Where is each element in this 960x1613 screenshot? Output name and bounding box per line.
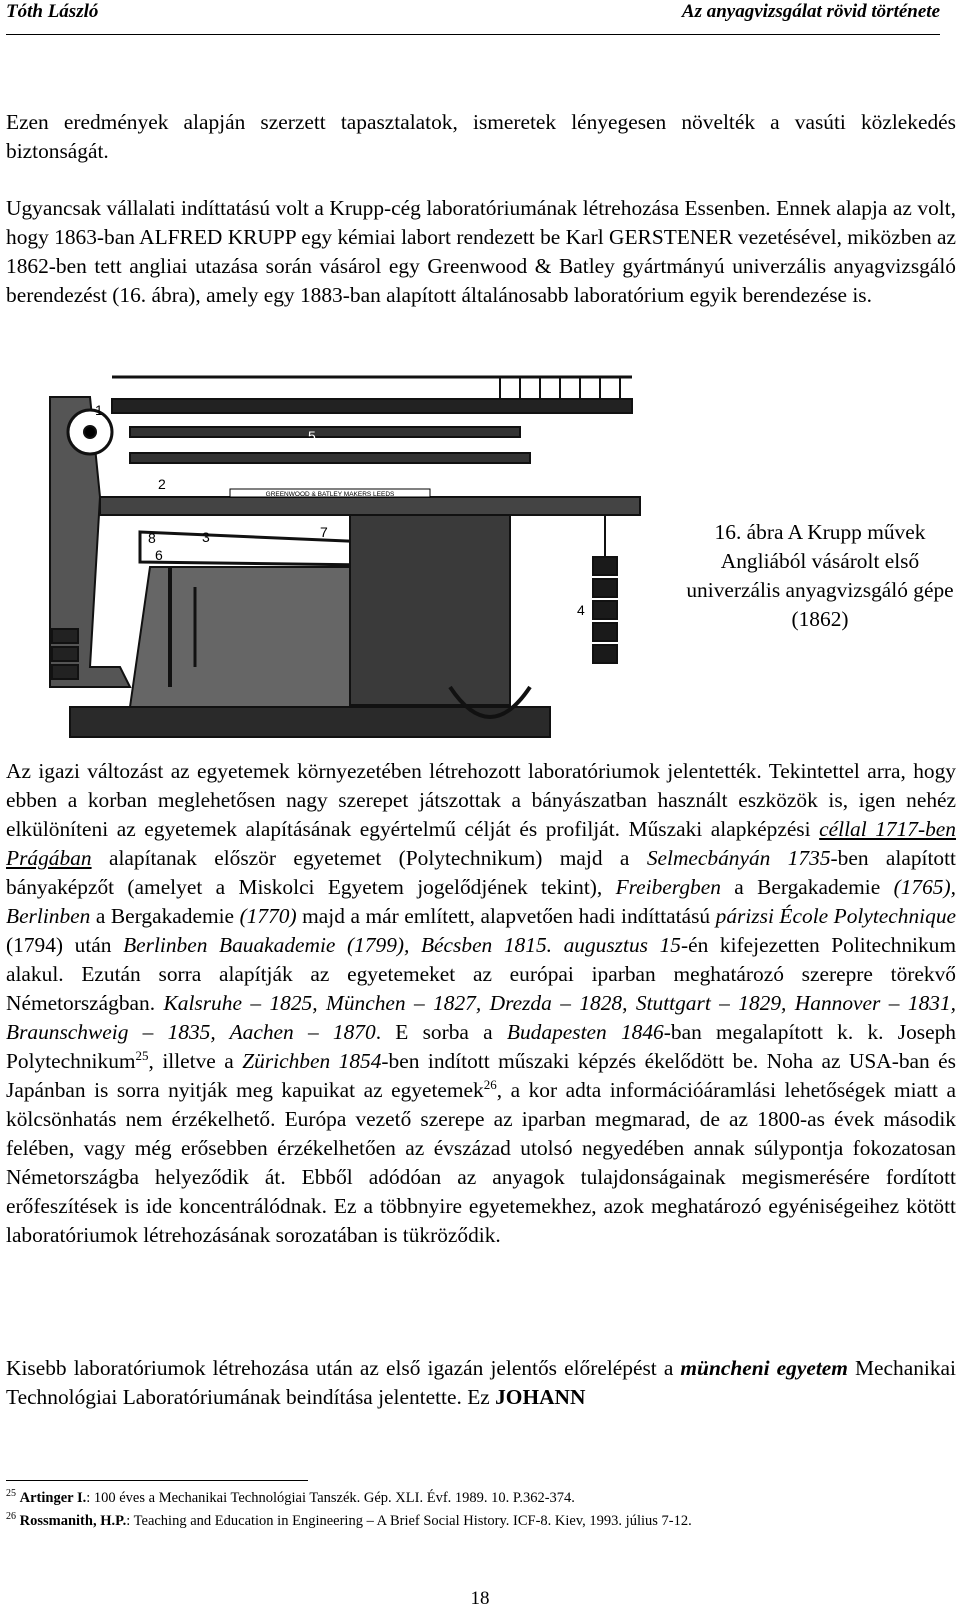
footnote-26: $^{26}$ Rossmanith, H.P.: Teaching and Education in Engineering – A Brief Social History. ICF-8. Kiev, 1993. július 7-12. <box>6 1511 692 1529</box>
page-number: 18 <box>470 1588 490 1609</box>
svg-text:7: 7 <box>320 524 328 540</box>
testing-machine-figure <box>30 357 662 749</box>
svg-text:6: 6 <box>155 547 163 563</box>
paragraph-munich: Kisebb laboratóriumok létrehozása után az első igazán jelentős előrelépést a müncheni egyetem Mechanikai Technológiai Laboratóriumának beindítása jelentette. Ez JOHANN <box>6 1356 956 1409</box>
paragraph-krupp: Ugyancsak vállalati indíttatású volt a Krupp-cég laboratóriumának létrehozása Essenben. Ennek alapja az volt, hogy 1863-ban ALFRED KRUPP egy kémiai labort rendezett be Karl GERSTENER vezetésével, miközben az 1862-ben tett angliai utazása során vásárol egy Greenwood & Batley gyártmányú univerzális anyagvizsgáló berendezést (16. ábra), amely egy 1883-ban alapított általánosabb laboratórium egyik berendezése is. <box>6 196 956 307</box>
running-header <box>6 0 940 35</box>
svg-text:8: 8 <box>148 530 156 546</box>
svg-text:5: 5 <box>308 428 316 444</box>
paragraph-intro: Ezen eredmények alapján szerzett tapasztalatok, ismeretek lényegesen növelték a vasúti közlekedés biztonságát. <box>6 110 956 163</box>
svg-text:1: 1 <box>95 402 103 418</box>
header-title: Az anyagvizsgálat rövid története <box>681 1 940 22</box>
footnote-ref-26: 26 <box>483 1076 497 1092</box>
footnote-25: $^{25}$ Artinger I.: 100 éves a Mechanikai Technológiai Tanszék. Gép. XLI. Évf. 1989. 10. P.362-374. <box>6 1488 575 1506</box>
footnote-ref-25: 25 <box>135 1047 149 1063</box>
figure-caption: 16. ábra A Krupp művek Angliából vásárolt első univerzális anyagvizsgáló gépe (1862) <box>686 520 954 631</box>
figure-plate-text: GREENWOOD & BATLEY MAKERS LEEDS <box>265 491 395 498</box>
svg-text:2: 2 <box>158 476 166 492</box>
header-author: Tóth László <box>6 1 99 22</box>
svg-text:4: 4 <box>577 602 585 618</box>
footnote-separator <box>6 1480 308 1481</box>
svg-text:3: 3 <box>202 529 210 545</box>
paragraph-universities: Az igazi változást az egyetemek környezetében létrehozott laboratóriumok jelentették. Tekintettel arra, hogy ebben a korban meglehetősen nagy szerepet játszottak a bányászatban használt eszközök is, igen nehéz elkülöníteni az egyetemek alapításának egyértelmű célját és profilját. Műszaki alapképzési céllal 1717-ben Prágában alapítanak először egyetemet (Polytechnikum) majd a Selmecbányán 1735-ben alapított bányaképzőt (amelyet a Miskolci Egyetem jogelődjének tekint), Freibergben a Bergakademie (1765), Berlinben a Bergakademie (1770) majd a már említett, alapvetően hadi indíttatású párizsi École Polytechnique (1794) után Berlinben Bauakademie (1799), Bécsben 1815. augusztus 15-én kifejezetten Politechnikum alakul. Ezután sorra alapítják az egyetemeket az európai iparban meghatározó szerepre törekvő Németországban. Kalsruhe – 1825, München – 1827, Drezda – 1828, Stuttgart – 1829, Hannover – 1831, Braunschweig – 1835, Aachen – 1870. E sorba a Budapesten 1846-ban megalapított k. k. Joseph Polytechnikum$^{25}$, illetve a Zürichben 1854-ben indított műszaki képzés ékelődött be. Noha az USA-ban és Japánban is sorra nyitják meg kapuikat az egyetemek$^{26}$, a kor adta információáramlási lehetőségek miatt a kölcsönhatás nem érzékelhető. Európa vezető szerepe az iparban megmarad, de az 1800-as évek második felében, vagy még erősebben érzékelhetően az évszázad utolsó negyedében annak súlypontja fokozatosan Németországba helyeződik át. Ebből adódóan az anyagok tulajdonságainak megismerésére fordított erőfeszítések is ide koncentrálódnak. Ez a többnyire egyetemekhez, azok meghatározó egyéniségeihez kötött laboratóriumok létrehozásának sorozatában is tükröződik. <box>6 759 957 1247</box>
